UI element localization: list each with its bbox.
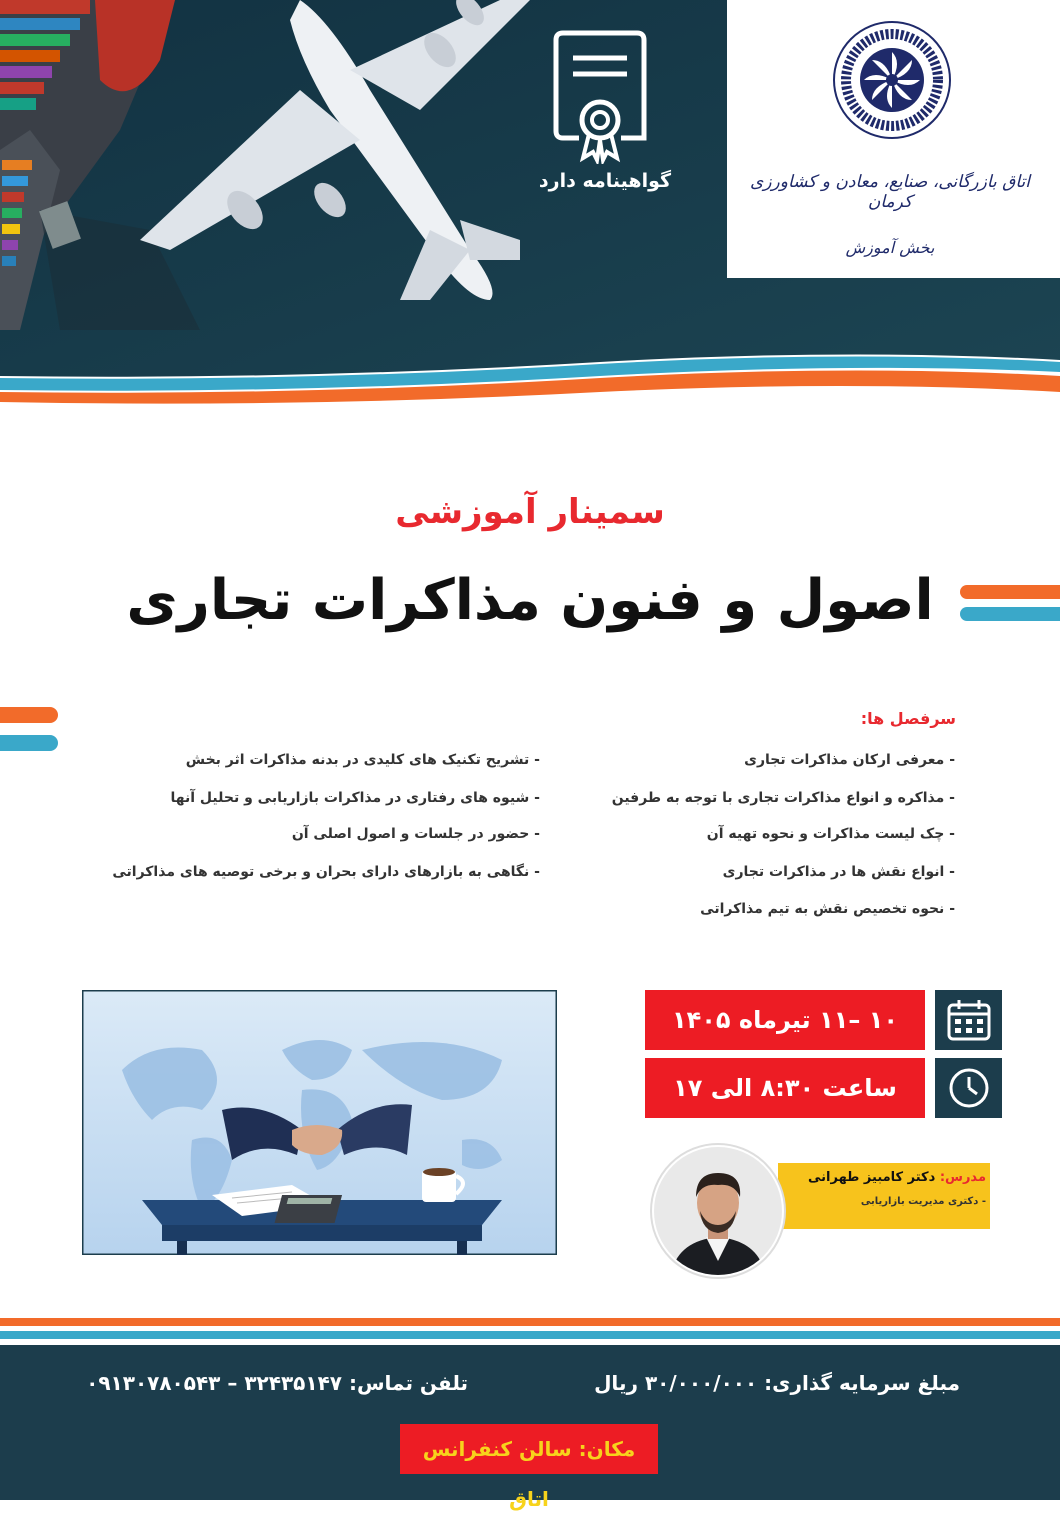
organization-department: بخش آموزش bbox=[845, 238, 935, 257]
handshake-photo bbox=[82, 990, 557, 1255]
topic-item: - حضور در جلسات و اصول اصلی آن bbox=[291, 826, 540, 842]
certificate-label: گواهینامه دارد bbox=[538, 170, 672, 192]
topics-heading: سرفصل ها: bbox=[860, 709, 956, 728]
time-box: ساعت ۸:۳۰ الی ۱۷ bbox=[645, 1058, 925, 1118]
seminar-label: سمینار آموزشی bbox=[395, 492, 665, 532]
topic-item: - چک لیست مذاکرات و نحوه تهیه آن bbox=[706, 826, 955, 842]
calendar-icon bbox=[947, 999, 991, 1041]
organization-name: اتاق بازرگانی، صنایع، معادن و کشاورزی کرمان bbox=[750, 172, 1030, 212]
certificate-icon bbox=[553, 30, 647, 164]
left-decor-stripes bbox=[0, 707, 60, 755]
right-decor-stripes bbox=[955, 585, 1060, 625]
investment-fee: مبلغ سرمایه گذاری: ۳۰/۰۰۰/۰۰۰ ریال bbox=[594, 1371, 960, 1395]
clock-icon bbox=[948, 1067, 990, 1109]
footer-stripes bbox=[0, 1318, 1060, 1345]
course-title: اصول و فنون مذاکرات تجاری bbox=[126, 568, 934, 633]
topic-item: - مذاکره و انواع مذاکرات تجاری با توجه به طرفین bbox=[611, 790, 955, 806]
topic-item: - انواع نقش ها در مذاکرات تجاری bbox=[722, 864, 955, 880]
instructor-name-line bbox=[790, 1170, 986, 1185]
date-box: ۱۰ –۱۱ تیرماه ۱۴۰۵ bbox=[645, 990, 925, 1050]
chamber-logo-icon bbox=[830, 18, 954, 142]
instructor-photo bbox=[650, 1143, 786, 1279]
topic-item: - شیوه های رفتاری در مذاکرات بازاریابی و تحلیل آنها bbox=[170, 790, 540, 806]
instructor-degree: - دکتری مدیریت بازاریابی bbox=[860, 1196, 986, 1207]
topic-item: - معرفی ارکان مذاکرات تجاری bbox=[744, 752, 955, 768]
topic-item: - نگاهی به بازارهای دارای بحران و برخی توصیه های مذاکراتی bbox=[112, 864, 540, 880]
instructor-label: مدرس: bbox=[939, 1170, 986, 1185]
instructor-name: دکتر کامبیز طهرانی bbox=[808, 1170, 936, 1185]
topic-item: - تشریح تکنیک های کلیدی در بدنه مذاکرات اثر بخش bbox=[185, 752, 540, 768]
clock-icon-box bbox=[935, 1058, 1002, 1118]
topic-item: - نحوه تخصیص نقش به تیم مذاکراتی bbox=[700, 901, 955, 917]
contact-phone: تلفن تماس: ۳۲۴۳۵۱۴۷ – ۰۹۱۳۰۷۸۰۵۴۳ bbox=[86, 1371, 468, 1395]
location-box: مکان: سالن کنفرانس اتاق bbox=[400, 1424, 658, 1474]
calendar-icon-box bbox=[935, 990, 1002, 1050]
